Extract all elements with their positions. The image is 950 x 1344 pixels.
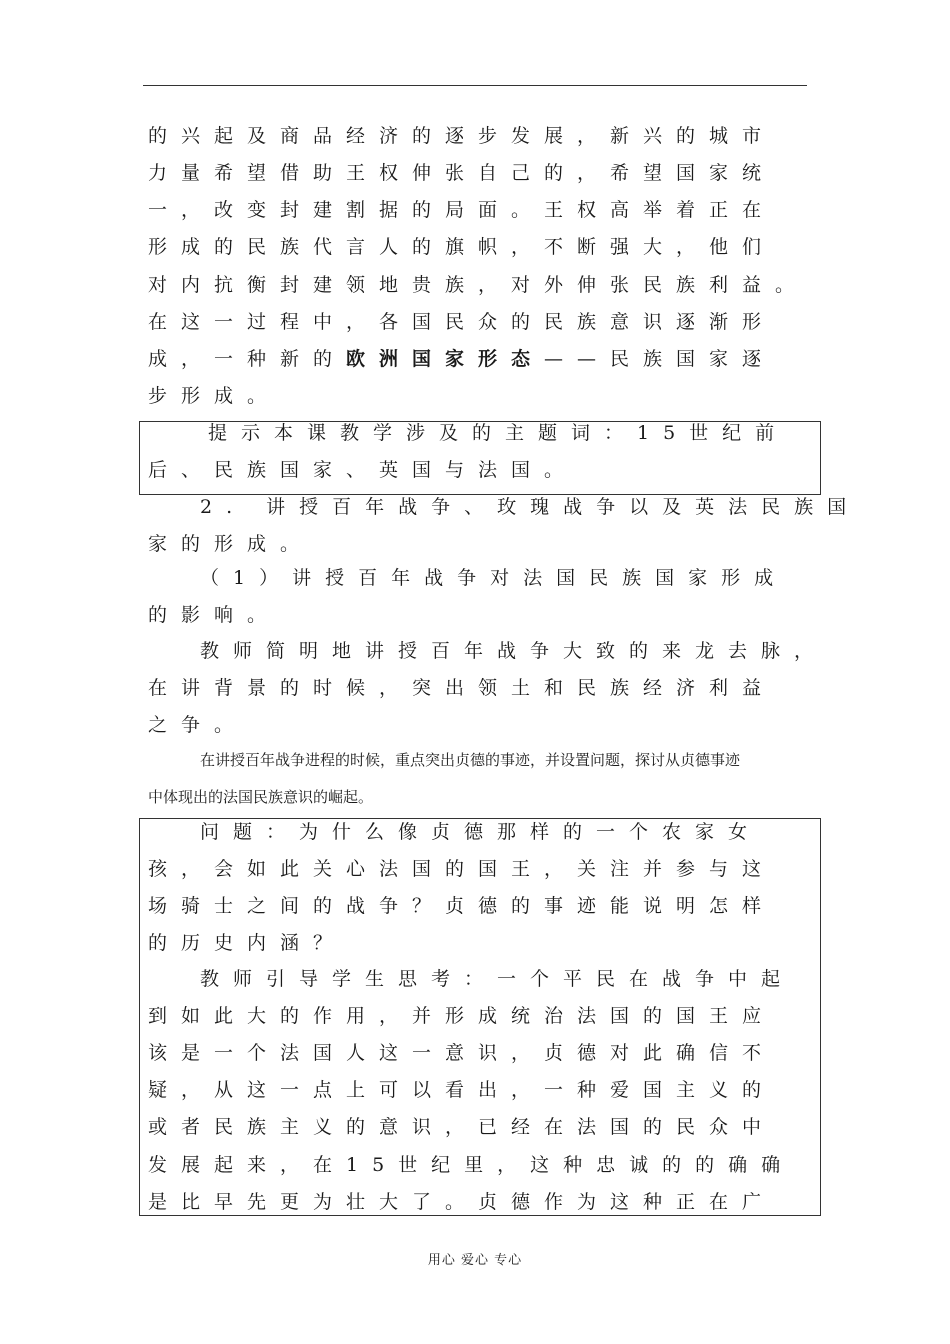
body-line: 力量希望借助王权伸张自己的，希望国家统 [148, 162, 776, 184]
question-line: 问题：为什么像贞德那样的一个农家女 [200, 821, 762, 843]
body-line-small: 在讲授百年战争进程的时候，重点突出贞德的事迹，并设置问题，探讨从贞德事迹 [200, 751, 741, 769]
body-text: ——民族国家逐 [544, 348, 776, 370]
answer-line: 教师引导学生思考：一个平民在战争中起 [200, 968, 795, 990]
bold-term: 欧洲国家形态 [346, 348, 545, 370]
page-footer: 用心 爱心 专心 [427, 1253, 523, 1268]
body-line: 形成的民族代言人的旗帜，不断强大，他们 [148, 236, 776, 258]
answer-line: 发展起来，在15世纪里，这种忠诚的的确确 [148, 1154, 795, 1176]
hint-line: 后、民族国家、英国与法国。 [148, 459, 578, 481]
body-line: 之争。 [148, 714, 248, 736]
answer-line: 该是一个法国人这一意识，贞德对此确信不 [148, 1042, 776, 1064]
body-line: 在讲背景的时候，突出领土和民族经济利益 [148, 677, 776, 699]
question-line: 的历史内涵？ [148, 932, 347, 954]
answer-line: 疑，从这一点上可以看出，一种爱国主义的 [148, 1079, 776, 1101]
body-text: 成，一种新的 [148, 348, 347, 370]
body-line: 在这一过程中，各国民众的民族意识逐渐形 [148, 311, 776, 333]
answer-line: 是比早先更为壮大了。贞德作为这种正在广 [148, 1191, 776, 1213]
question-line: 孩，会如此关心法国的国王，关注并参与这 [148, 858, 776, 880]
body-line: 一，改变封建割据的局面。王权高举着正在 [148, 199, 776, 221]
subsection-heading: 的影响。 [148, 604, 281, 626]
body-line: 的兴起及商品经济的逐步发展，新兴的城市 [148, 125, 776, 147]
body-line: 步形成。 [148, 385, 281, 407]
body-line: 教师简明地讲授百年战争大致的来龙去脉， [200, 640, 828, 662]
section-heading: 家的形成。 [148, 533, 314, 555]
subsection-heading: （1）讲授百年战争对法国民族国家形成 [200, 567, 788, 589]
question-line: 场骑士之间的战争？贞德的事迹能说明怎样 [148, 895, 776, 917]
answer-line: 或者民族主义的意识，已经在法国的民众中 [148, 1116, 776, 1138]
header-rule [143, 85, 807, 86]
body-line-small: 中体现出的法国民族意识的崛起。 [148, 788, 374, 806]
section-heading: 2. 讲授百年战争、玫瑰战争以及英法民族国 [200, 496, 861, 518]
body-line [148, 347, 775, 371]
answer-line: 到如此大的作用，并形成统治法国的国王应 [148, 1005, 776, 1027]
body-line: 对内抗衡封建领地贵族，对外伸张民族利益。 [148, 274, 809, 296]
hint-line: 提示本课教学涉及的主题词：15世纪前 [208, 422, 789, 444]
